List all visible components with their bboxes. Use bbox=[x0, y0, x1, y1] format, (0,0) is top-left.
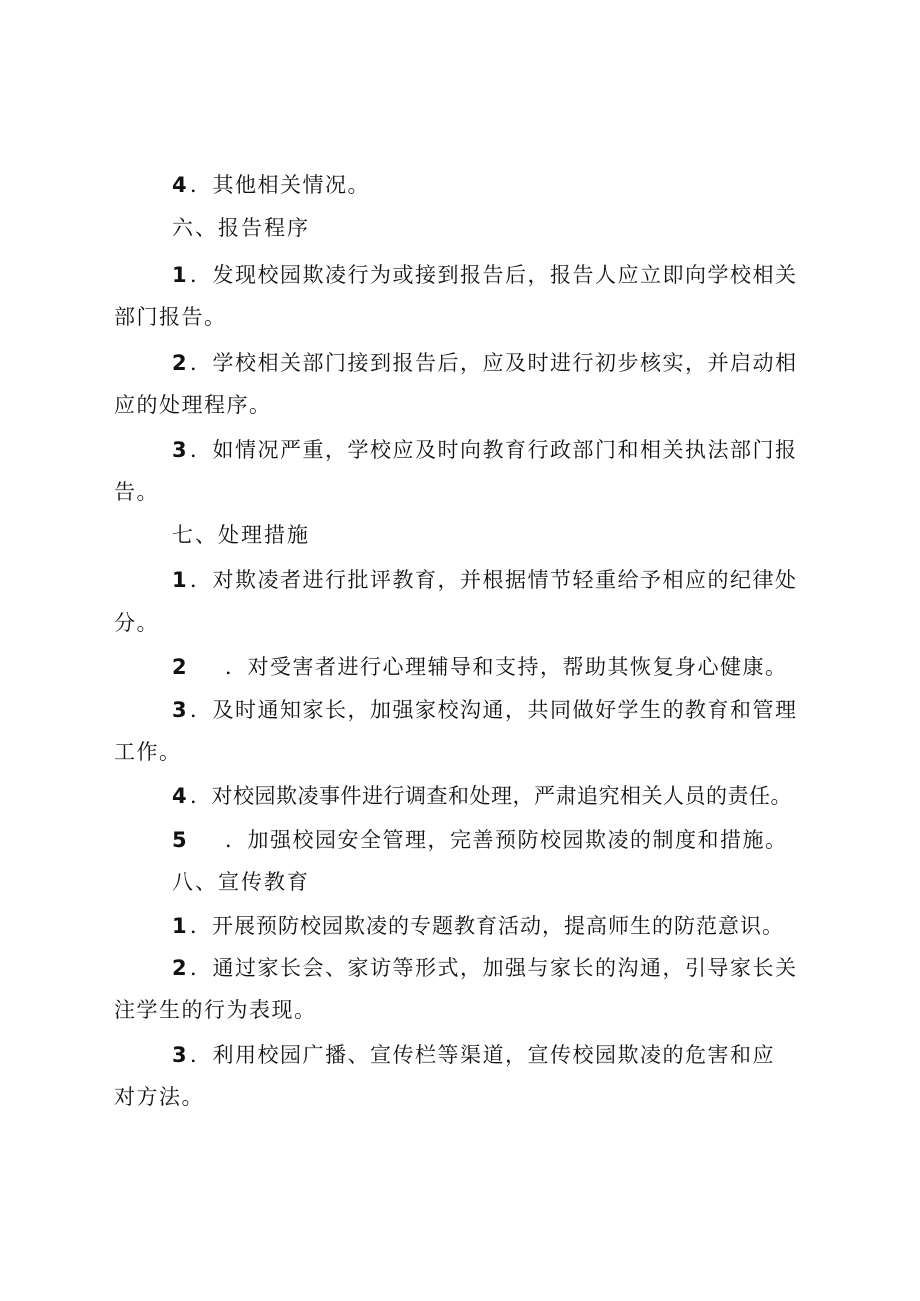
item-number: 1 bbox=[172, 568, 189, 592]
item-number: 2 bbox=[172, 655, 189, 679]
item-number: 1 bbox=[172, 263, 189, 287]
item-number: 5 bbox=[172, 828, 189, 852]
list-item bbox=[0, 560, 920, 600]
list-item bbox=[0, 1035, 920, 1075]
list-item-continuation bbox=[0, 990, 920, 1030]
item-number: 3 bbox=[172, 438, 189, 462]
item-text: ．开展预防校园欺凌的专题教育活动，提高师生的防范意识。 bbox=[190, 914, 784, 938]
item-number: 4 bbox=[172, 173, 189, 197]
section-heading-publicity-education bbox=[0, 862, 920, 902]
item-number: 2 bbox=[172, 351, 189, 375]
list-item bbox=[0, 647, 920, 687]
item-number: 1 bbox=[172, 914, 189, 938]
item-number: 2 bbox=[172, 956, 189, 980]
item-number: 3 bbox=[172, 698, 189, 722]
list-item bbox=[0, 820, 920, 860]
item-text: 工作。 bbox=[114, 740, 182, 764]
item-text: ．对欺凌者进行批评教育，并根据情节轻重给予相应的纪律处 bbox=[190, 568, 798, 592]
item-text: ．如情况严重，学校应及时向教育行政部门和相关执法部门报 bbox=[190, 438, 798, 462]
item-text: 对方法。 bbox=[114, 1085, 204, 1109]
list-item-continuation bbox=[0, 297, 920, 337]
list-item-continuation bbox=[0, 1077, 920, 1117]
heading-text: 七、处理措施 bbox=[172, 523, 310, 547]
list-item bbox=[0, 165, 920, 205]
item-text: ．通过家长会、家访等形式，加强与家长的沟通，引导家长关 bbox=[190, 956, 798, 980]
list-item bbox=[0, 948, 920, 988]
item-text: 分。 bbox=[114, 611, 159, 635]
item-text: 注学生的行为表现。 bbox=[114, 998, 317, 1022]
item-number: 4 bbox=[172, 784, 189, 808]
item-text: ．学校相关部门接到报告后，应及时进行初步核实，并启动相 bbox=[190, 351, 798, 375]
list-item-continuation bbox=[0, 385, 920, 425]
item-number: 3 bbox=[172, 1043, 189, 1067]
list-item-continuation bbox=[0, 732, 920, 772]
list-item bbox=[0, 906, 920, 946]
list-item bbox=[0, 255, 920, 295]
item-text: ．及时通知家长，加强家校沟通，共同做好学生的教育和管理 bbox=[190, 698, 798, 722]
list-item bbox=[0, 690, 920, 730]
heading-text: 八、宣传教育 bbox=[172, 870, 310, 894]
item-text: ．利用校园广播、宣传栏等渠道，宣传校园欺凌的危害和应 bbox=[190, 1043, 775, 1067]
item-text: ．对受害者进行心理辅导和支持，帮助其恢复身心健康。 bbox=[225, 655, 788, 679]
section-heading-report-procedure bbox=[0, 208, 920, 248]
item-text: ．发现校园欺凌行为或接到报告后，报告人应立即向学校相关 bbox=[190, 263, 798, 287]
item-text: 应的处理程序。 bbox=[114, 393, 272, 417]
item-text: ．加强校园安全管理，完善预防校园欺凌的制度和措施。 bbox=[225, 828, 788, 852]
list-item bbox=[0, 776, 920, 816]
item-text: ．对校园欺凌事件进行调查和处理，严肃追究相关人员的责任。 bbox=[190, 784, 792, 808]
list-item-continuation bbox=[0, 603, 920, 643]
item-text: 告。 bbox=[114, 480, 159, 504]
item-text: ．其他相关情况。 bbox=[190, 173, 370, 197]
heading-text: 六、报告程序 bbox=[172, 216, 310, 240]
list-item-continuation bbox=[0, 472, 920, 512]
list-item bbox=[0, 343, 920, 383]
item-text: 部门报告。 bbox=[114, 305, 227, 329]
section-heading-handling-measures bbox=[0, 515, 920, 555]
list-item bbox=[0, 430, 920, 470]
